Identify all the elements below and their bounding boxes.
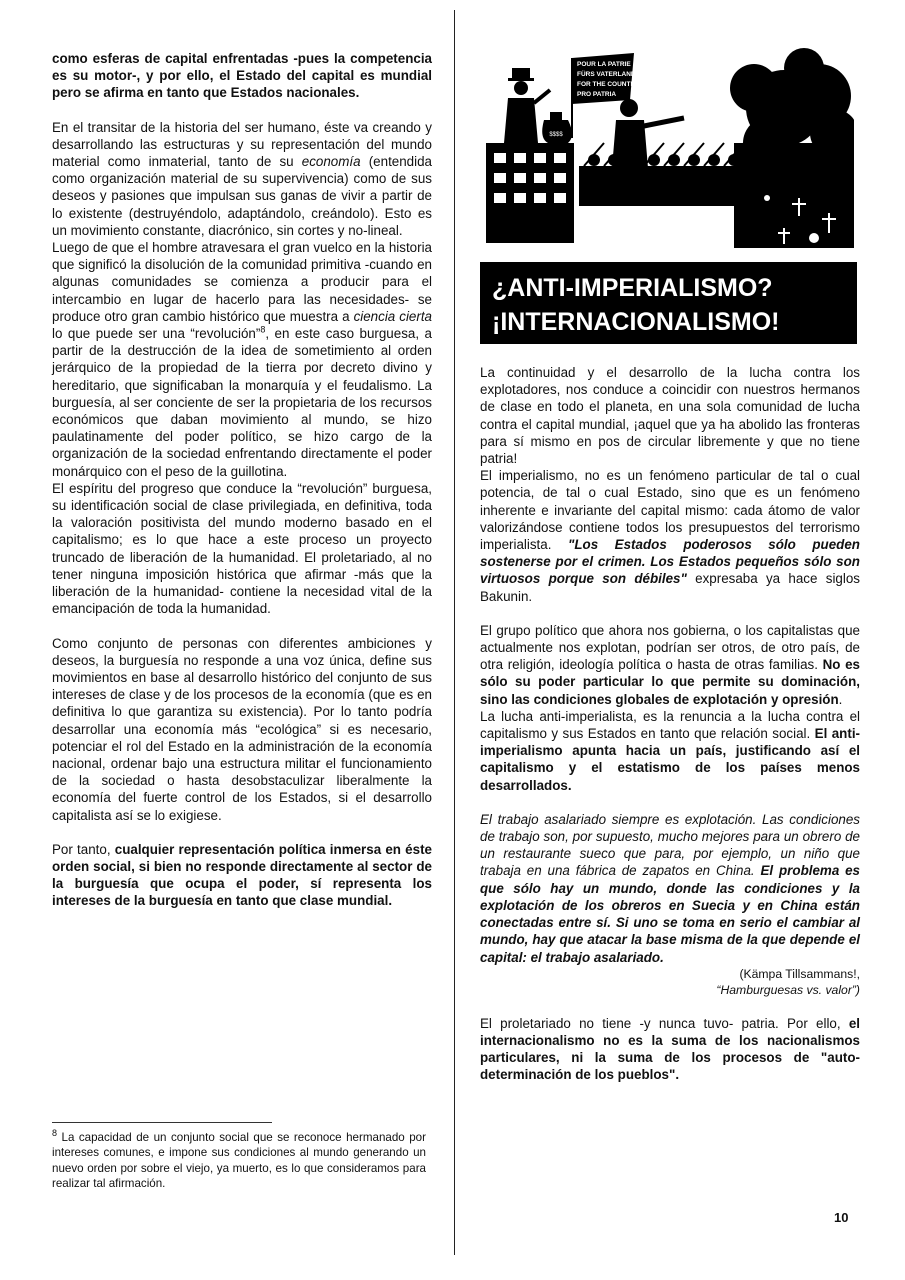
paragraph <box>52 50 432 102</box>
footnote: $^8$ La capacidad de un conjunto social que se reconoce hermanado por intereses comunes, e impone sus condiciones al mundo generando un nuevo orden por sobre el viejo, ya muerto, es lo que consideramos para realizar tal afirmación. <box>52 1128 426 1191</box>
footnote-ref[interactable]: 8 <box>260 324 266 335</box>
banner-line: FÜRS VATERLAND <box>577 71 636 78</box>
money-bag-label: $$$$ <box>549 132 563 138</box>
footnote-rule <box>52 1122 272 1123</box>
paragraph: La continuidad y el desarrollo de la lucha contra los explotadores, nos conduce a coincidir con nuestros hermanos de clase en todo el planeta, en una sola comunidad de lucha contra el capital mundial, ¡aquel que ya ha abolido las fronteras para sí mismo en pos de circular libremente y que no tiene patria! <box>480 365 860 467</box>
left-column <box>52 50 432 910</box>
paragraph: La lucha anti-imperialista, es la renuncia a la lucha contra el capitalismo y sus Estados en tanto que relación social. El anti-imperialismo apunta hacia un país, justificando así el capitalismo y el estatismo de los países menos desarrollados. <box>480 708 861 793</box>
banner-line: FOR THE COUNTRY <box>577 81 640 88</box>
paragraph: Por tanto, cualquier representación política inmersa en éste orden social, si bien no responde directamente al sector de la burguesía que ocupa el poder, sí representa los intereses de la burguesía en tanto que clase mundial. <box>52 841 432 909</box>
paragraph: Como conjunto de personas con diferentes ambiciones y deseos, la burguesía no responde a una voz única, define sus movimientos en base al desarrollo histórico del conjunto de sus intereses de clase y de los procesos de la economía (que es en definitiva lo que garantiza su existencia). Por lo tanto podría desarrollar una economía más “ecológica” si es necesario, potenciar el rol del Estado en la administración de la economía nacional, ordenar bajo una estructura militar el funcionamiento de la sociedad o hasta desobstaculizar liberalmente la economía del fuerte control de los Estados, si el desarrollo capitalista así se lo exigiese. <box>52 635 432 823</box>
paragraph: Luego de que el hombre atravesara el gran vuelco en la historia que significó la disolución de la comunidad primitiva -cuando en algunas comunidades se comienza a producir para el intercambio en lugar de hacerlo para las necesidades- se produce otro gran cambio histórico que muestra a ciencia cierta lo que puede ser una “revolución”$^8$, en este caso burguesa, a partir de la destrucción de la idea de sometimiento al orden jerárquico de la propiedad de la tierra por decreto divino y hereditario, que significaban la monarquía y el feudalismo. La burguesía, al ser conciente de ser la propietaria de los recursos económicos que daban movimiento al mundo, se hizo paulatinamente del poder político, se hizo cargo de la organización de la sociedad enfrentando directamente el poder monárquico con el peso de la guillotina. <box>52 240 433 479</box>
banner-line: PRO PATRIA <box>577 91 617 98</box>
title-line: ¿ANTI-IMPERIALISMO? <box>492 274 773 302</box>
paragraph: El espíritu del progreso que conduce la “revolución” burguesa, su identificación social de clase privilegiada, en definitiva, toda la valoración positivista del mundo moderno basado en el capitalismo; es lo que hace a este proceso un proyecto truncado de liberación de la humanidad. El proletariado, al no tener ninguna imposición histórica que afirmar -más que la liberación de la humanidad- contiene la necesidad vital de la emancipación de toda la humanidad. <box>52 480 432 617</box>
quote-source: (Kämpa Tillsammans!, <box>739 966 860 981</box>
article-title <box>480 262 857 344</box>
block-quote: El trabajo asalariado siempre es explotación. Las condiciones de trabajo son, por supuesto, mucho mejores para un obrero de un restaurante sueco que para, por ejemplo, un niño que trabaja en una fábrica de zapatos en China. El problema es que sólo hay un mundo, donde las condiciones y la explotación de los obreros en Suecia y en China están conectadas entre sí. Si uno se toma en serio el cambiar al mundo, hay que atacar la base misma de la que depende el capital: el trabajo asalariado. <box>480 811 860 965</box>
paragraph: En el transitar de la historia del ser humano, éste va creando y desarrollando las estructuras y su representación del mundo material como inmaterial, tanto de su economía (entendida como organización material de su supervivencia) como de sus deseos y pasiones que impulsan sus ganas de vivir a partir de lo existente (destruyéndolo, adaptándolo, creándolo). Esto es un movimiento constante, diacrónico, sin cortes y no-lineal. <box>52 119 432 238</box>
right-column <box>480 364 860 1084</box>
paragraph: El imperialismo, no es un fenómeno particular de tal o cual potencia, de tal o cual Estado, sino que es un fenómeno inherente e invariante del capital mismo: cada átomo de valor valorizándose contiene todos los presupuestos del terrorismo imperialista. "Los Estados poderosos sólo pueden sostenerse por el crimen. Los Estados pequeños sólo son virtuosos porque son débiles" expresaba ya hace siglos Bakunin. <box>480 468 860 604</box>
propaganda-illustration <box>484 48 854 248</box>
banner-line: POUR LA PATRIE <box>577 61 631 68</box>
quote-source: “Hamburguesas vs. valor”) <box>716 982 860 997</box>
page-number: 10 <box>834 1210 849 1225</box>
title-line: ¡INTERNACIONALISMO! <box>492 308 780 336</box>
bold-text: como esferas de capital enfrentadas -pues la competencia es su motor-, y por ello, el Estado del capital es mundial pero se afirma en tanto que Estados nacionales. <box>52 51 432 101</box>
paragraph: El proletariado no tiene -y nunca tuvo- patria. Por ello, el internacionalismo no es la suma de los nacionalismos particulares, ni la suma de los procesos de "auto-determinación de los pueblos". <box>480 1015 860 1083</box>
column-divider <box>454 10 455 1255</box>
paragraph: El grupo político que ahora nos gobierna, o los capitalistas que actualmente nos explotan, podrían ser otros, de otro país, de otra religión, ideología política o hasta de otras familias. No es sólo su poder particular lo que permite su dominación, sino las condiciones globales de explotación y opresión. <box>480 622 860 707</box>
